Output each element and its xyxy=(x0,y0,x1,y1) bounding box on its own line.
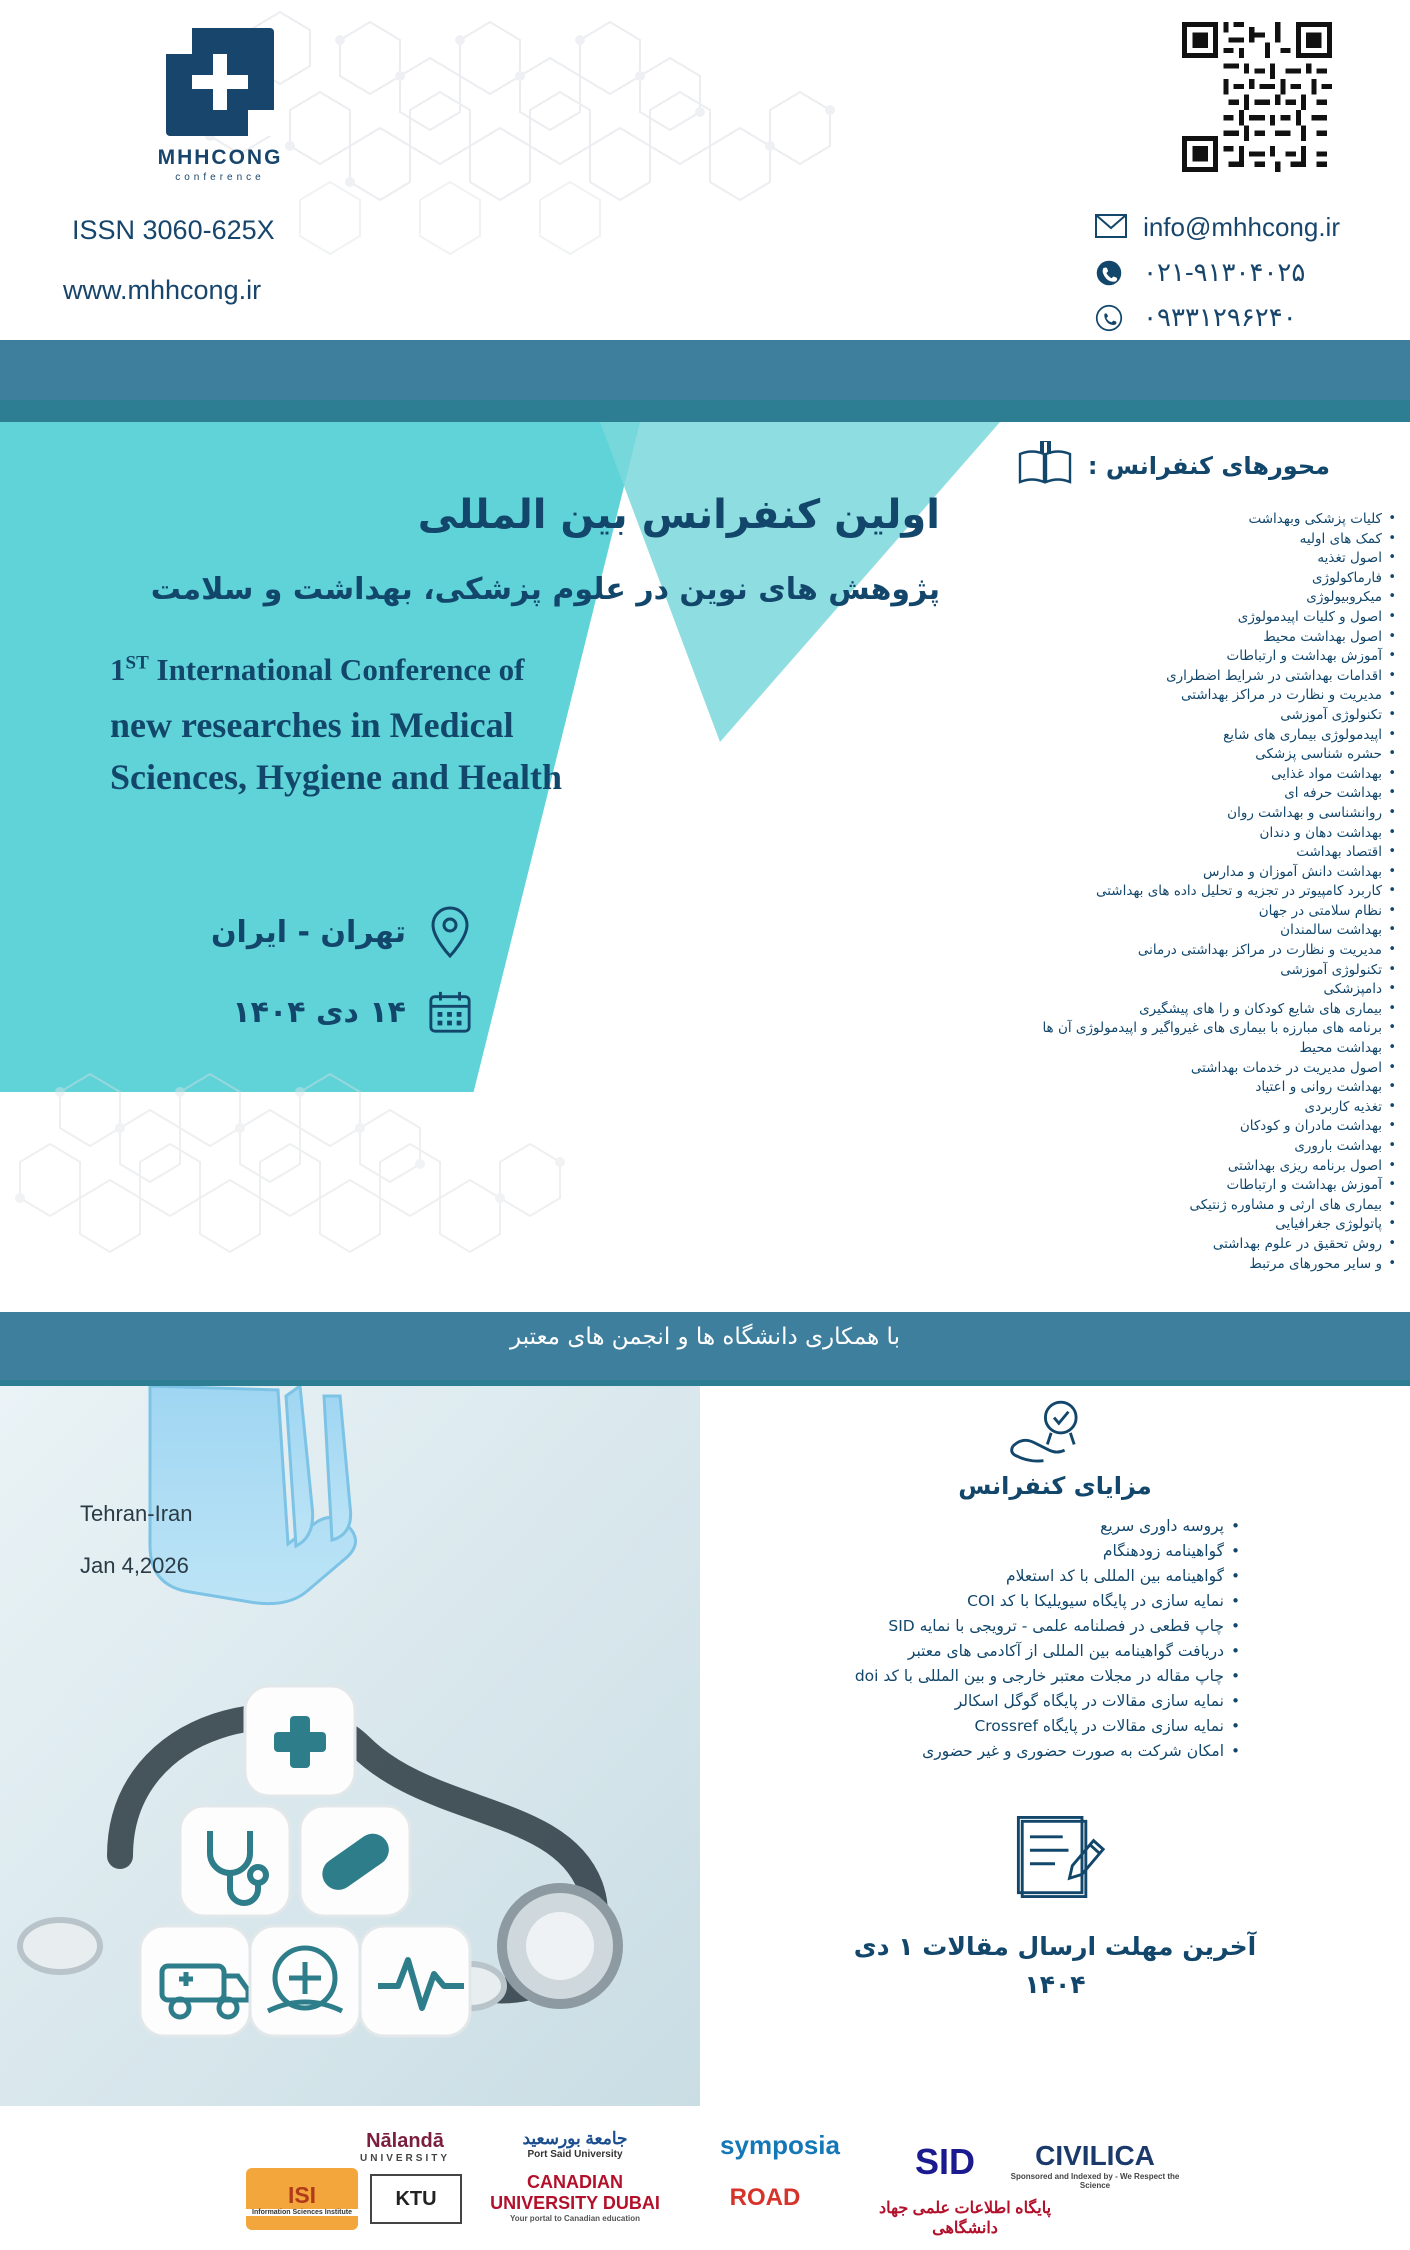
axes-list-item: • فارماکولوژی xyxy=(910,569,1396,589)
photo-illustration xyxy=(0,1386,700,2106)
axes-list-item: • بیماری های شایع کودکان و را های پیشگیری xyxy=(910,1000,1396,1020)
axes-list-item: • تکنولوژی آموزشی xyxy=(910,961,1396,981)
axes-list-item: • بهداشت محیط xyxy=(910,1039,1396,1059)
benefits-title: مزایای کنفرانس xyxy=(958,1472,1152,1500)
whatsapp-icon xyxy=(1095,304,1131,332)
deadline-line1: آخرین مهلت ارسال مقالات ۱ دی xyxy=(853,1932,1257,1961)
axes-list-item: • بهداشت حرفه ای xyxy=(910,784,1396,804)
medical-photo xyxy=(0,1386,700,2106)
sponsor-civilica-sub: Sponsored and Indexed by - We Respect the Science xyxy=(1010,2172,1180,2190)
conference-logo xyxy=(120,28,320,183)
benefits-list-item: • نمایه سازی مقالات در پایگاه Crossref xyxy=(700,1714,1240,1739)
benefits-list xyxy=(700,1514,1410,1764)
axes-list-item: • برنامه های مبارزه با بیماری های غیرواگیر و اپیدمولوژی آن ها xyxy=(910,1019,1396,1039)
sponsor-psu-name: جامعة بورسعيد xyxy=(522,2128,628,2148)
hero-section xyxy=(0,422,1410,1312)
title-en-line3: Sciences, Hygiene and Health xyxy=(110,757,562,797)
sponsor-isi-sub: Information Sciences Institute xyxy=(246,2209,358,2216)
benefits-list-item: • دریافت گواهینامه بین المللی از آکادمی های معتبر xyxy=(700,1639,1240,1664)
sponsor-road-name: ROAD xyxy=(729,2184,801,2211)
axes-list-item: • تغذیه کاربردی xyxy=(910,1098,1396,1118)
sponsor-nalanda-name: Nālandā xyxy=(366,2130,444,2152)
axes-list-item: • تکنولوژی آموزشی xyxy=(910,706,1396,726)
title-en-line2: new researches in Medical xyxy=(110,705,514,745)
benefits-list-item: • گواهینامه بین المللی با کد استعلام xyxy=(700,1564,1240,1589)
axes-list xyxy=(910,510,1410,1274)
axes-list-item: • میکروبیولوژی xyxy=(910,588,1396,608)
page-header xyxy=(0,0,1410,340)
sponsor-psu-sub: Port Said University xyxy=(527,2148,623,2160)
logo-subtext: conference xyxy=(175,172,265,183)
sponsor-symposia-name: symposia xyxy=(720,2129,840,2160)
axes-list-item: • پاتولوژی جغرافیایی xyxy=(910,1215,1396,1235)
axes-list-item: • نظام سلامتی در جهان xyxy=(910,902,1396,922)
axes-title: محورهای کنفرانس : xyxy=(1087,452,1330,480)
sponsor-jahad-name: پایگاه اطلاعات علمی جهاد دانشگاهی xyxy=(878,2200,1052,2237)
email-row[interactable] xyxy=(1095,212,1340,243)
photo-date: Jan 4,2026 xyxy=(80,1553,189,1578)
conference-axes-panel xyxy=(910,422,1410,1274)
axes-list-item: • حشره شناسی پزشکی xyxy=(910,745,1396,765)
axes-list-item: • اصول بهداشت محیط xyxy=(910,628,1396,648)
phone-row[interactable] xyxy=(1095,257,1340,288)
sponsor-isi-name: ISI xyxy=(287,2182,317,2208)
title-en-ordinal: 1 xyxy=(110,652,126,687)
axes-list-item: • کلیات پزشکی وبهداشت xyxy=(910,510,1396,530)
sponsor-cud-sub: Your portal to Canadian education xyxy=(509,2213,641,2223)
top-blue-band xyxy=(0,340,1410,400)
axes-list-item: • آموزش بهداشت و ارتباطات xyxy=(910,647,1396,667)
hexagon-pattern-decoration-bottom xyxy=(0,1052,780,1312)
sponsor-sid xyxy=(880,2130,1010,2194)
axes-list-item: • بهداشت روانی و اعتیاد xyxy=(910,1078,1396,1098)
axes-list-item: • بهداشت دهان و دندان xyxy=(910,824,1396,844)
axes-list-item: • دامپزشکی xyxy=(910,980,1396,1000)
title-en-ordinal-suffix: ST xyxy=(125,652,149,674)
axes-list-item: • آموزش بهداشت و ارتباطات xyxy=(910,1176,1396,1196)
conference-title-fa-line1: اولین کنفرانس بین المللی xyxy=(417,492,940,538)
sponsor-sid-name: SID xyxy=(915,2141,976,2182)
location-text: تهران - ایران xyxy=(210,914,406,950)
sponsor-strip xyxy=(0,2116,1410,2250)
date-text: ۱۴ دی ۱۴۰۴ xyxy=(232,994,406,1030)
conference-title-en xyxy=(110,652,750,798)
sponsor-jahad-daneshgahi xyxy=(870,2198,1060,2238)
benefits-list-item: • نمایه سازی در پایگاه سیویلیکا با کد COI xyxy=(700,1589,1240,1614)
benefits-panel xyxy=(700,1396,1410,2004)
sponsor-canadian-university-dubai xyxy=(480,2168,670,2226)
sponsor-port-said-university xyxy=(480,2122,670,2166)
document-pen-icon xyxy=(700,1804,1410,1914)
axes-list-item: • مدیریت و نظارت در مراکز بهداشتی xyxy=(910,686,1396,706)
axes-list-item: • کاربرد کامپیوتر در تجزیه و تحلیل داده های بهداشتی xyxy=(910,882,1396,902)
benefits-list-item: • امکان شرکت به صورت حضوری و غیر حضوری xyxy=(700,1739,1240,1764)
benefits-list-item: • چاپ مقاله در مجلات معتبر خارجی و بین المللی با کد doi xyxy=(700,1664,1240,1689)
axes-list-item: • بهداشت مواد غذایی xyxy=(910,765,1396,785)
conference-title-fa-line2: پژوهش های نوین در علوم پزشکی، بهداشت و سلامت xyxy=(150,572,940,607)
contact-block xyxy=(1095,212,1340,340)
website-url[interactable]: www.mhhcong.ir xyxy=(63,275,262,305)
sponsor-isi xyxy=(246,2168,358,2230)
issn-text: ISSN 3060-625X xyxy=(72,215,275,245)
axes-list-item: • روانشناسی و بهداشت روان xyxy=(910,804,1396,824)
deadline-line2: ۱۴۰۴ xyxy=(1024,1970,1086,1999)
envelope-icon xyxy=(1095,214,1131,242)
whatsapp-text: ۰۹۳۳۱۲۹۶۲۴۰ xyxy=(1143,302,1297,332)
deadline-text xyxy=(700,1928,1410,2004)
sponsor-symposia xyxy=(690,2122,870,2168)
book-icon xyxy=(1016,440,1074,492)
axes-list-item: • اقدامات بهداشتی در شرایط اضطراری xyxy=(910,667,1396,687)
axes-list-item: • روش تحقیق در علوم بهداشتی xyxy=(910,1235,1396,1255)
sponsor-road xyxy=(690,2170,840,2226)
qr-code-icon[interactable] xyxy=(1182,22,1332,172)
benefits-list-item: • گواهینامه زودهنگام xyxy=(700,1539,1240,1564)
phone-text: ۰۲۱-۹۱۳۰۴۰۲۵ xyxy=(1143,257,1306,287)
axes-list-item: • بهداشت مادران و کودکان xyxy=(910,1117,1396,1137)
axes-list-item: • بهداشت باروری xyxy=(910,1137,1396,1157)
benefits-list-item: • نمایه سازی مقالات در پایگاه گوگل اسکالر xyxy=(700,1689,1240,1714)
bottom-section xyxy=(0,1386,1410,2116)
sponsor-cud-name: CANADIAN UNIVERSITY DUBAI xyxy=(490,2171,660,2213)
sponsor-civilica xyxy=(1000,2130,1190,2200)
sponsor-nalanda-sub: UNIVERSITY xyxy=(360,2153,451,2164)
phone-icon xyxy=(1095,259,1131,287)
date-row xyxy=(60,982,480,1042)
axes-list-item: • اصول و کلیات اپیدمولوژی xyxy=(910,608,1396,628)
logo-cross-icon xyxy=(166,28,274,136)
location-pin-icon xyxy=(420,902,480,962)
sponsor-nalanda xyxy=(330,2124,480,2170)
axes-list-item: • بهداشت دانش آموزان و مدارس xyxy=(910,863,1396,883)
cooperation-text: با همکاری دانشگاه ها و انجمن های معتبر xyxy=(510,1324,900,1350)
location-row xyxy=(60,902,480,962)
sponsor-civilica-name: CIVILICA xyxy=(1035,2140,1155,2171)
axes-list-item: • اقتصاد بهداشت xyxy=(910,843,1396,863)
benefits-list-item: • چاپ قطعی در فصلنامه علمی - ترویجی با نمایه SID xyxy=(700,1614,1240,1639)
photo-city: Tehran-Iran xyxy=(80,1501,193,1526)
benefits-list-item: • پروسه داوری سریع xyxy=(700,1514,1240,1539)
top-teal-band xyxy=(0,400,1410,422)
award-hand-icon xyxy=(700,1396,1410,1468)
sponsor-ktu xyxy=(370,2174,462,2224)
axes-list-item: • اپیدمولوژی بیماری های شایع xyxy=(910,726,1396,746)
axes-list-item: • اصول تغذیه xyxy=(910,549,1396,569)
axes-header xyxy=(910,440,1410,492)
axes-list-item: • اصول مدیریت در خدمات بهداشتی xyxy=(910,1059,1396,1079)
axes-list-item: • بیماری های ارثی و مشاوره ژنتیکی xyxy=(910,1196,1396,1216)
sponsor-ktu-name: KTU xyxy=(395,2187,437,2210)
axes-list-item: • و سایر محورهای مرتبط xyxy=(910,1255,1396,1275)
title-en-line1-rest: International Conference of xyxy=(148,652,525,687)
email-text: info@mhhcong.ir xyxy=(1143,212,1340,242)
axes-list-item: • اصول برنامه ریزی بهداشتی xyxy=(910,1157,1396,1177)
calendar-icon xyxy=(420,982,480,1042)
whatsapp-row[interactable] xyxy=(1095,302,1340,333)
photo-caption xyxy=(80,1501,193,1579)
axes-list-item: • بهداشت سالمندان xyxy=(910,921,1396,941)
logo-wordmark: MHHCONG xyxy=(157,146,283,169)
axes-list-item: • کمک های اولیه xyxy=(910,530,1396,550)
axes-list-item: • مدیریت و نظارت در مراکز بهداشتی درمانی xyxy=(910,941,1396,961)
